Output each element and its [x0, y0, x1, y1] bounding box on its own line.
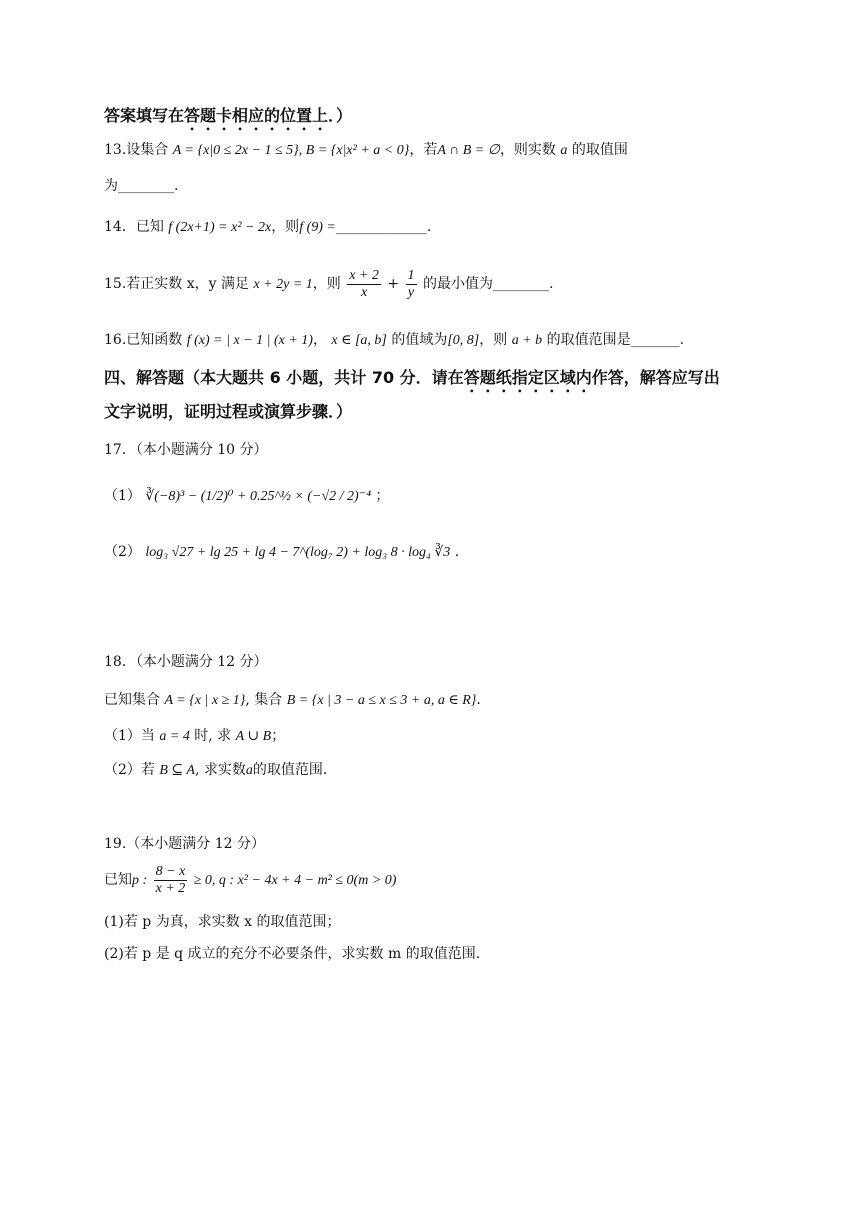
question-19-part-1 — [104, 912, 341, 932]
instruction-prefix: 答案填写在 — [104, 106, 185, 125]
q13-text-b: ，若 — [409, 142, 438, 158]
q18-part1-condition: a = 4 — [159, 729, 190, 744]
q16-sum: a + b — [511, 333, 543, 348]
question-19-part-2 — [104, 944, 480, 964]
q15-text-b: ，则 — [312, 276, 341, 292]
question-18-title — [104, 652, 268, 672]
q18-part1-b: 时, 求 — [194, 728, 232, 744]
q15-text-a: 15.若正实数 x，y 满足 — [104, 276, 249, 292]
q19-stem-b: ≥ 0, q : x² − 4x + 4 − m² ≤ 0(m > 0) — [193, 873, 397, 888]
question-15 — [104, 264, 553, 305]
q15-plus: + — [387, 276, 400, 292]
q19-p-label: p : — [132, 873, 148, 888]
q18-part2-a: （2）若 — [104, 762, 155, 778]
q15-condition: x + 2y = 1 — [253, 277, 313, 292]
q18-part1-a: （1）当 — [104, 728, 155, 744]
question-18-part-2 — [104, 760, 327, 781]
section-4-text-b: 作答，解答应写出 — [591, 368, 720, 387]
question-19-stem — [104, 860, 396, 901]
q13-text-d: 的取值围 — [571, 142, 628, 158]
question-17-part-2 — [104, 542, 459, 563]
q18-set-a: A = {x | x ≥ 1} — [164, 693, 246, 708]
q16-range: [0, 8] — [447, 333, 480, 348]
q18-title: 18．（本小题满分 12 分） — [104, 654, 268, 670]
q16-text-c: 的值域为 — [391, 332, 448, 348]
q16-text-b: ， — [312, 332, 327, 348]
q18-part2-condition: B ⊆ A — [159, 763, 195, 778]
question-19-title — [104, 834, 265, 854]
q13-condition: A ∩ B = ∅ — [437, 143, 500, 158]
question-13-cont — [104, 176, 178, 196]
q19-stem-a: 已知 — [104, 872, 132, 888]
q16-text-d: ，则 — [479, 332, 508, 348]
section-4-text-c: 文字说明，证明过程或演算步骤．） — [104, 402, 353, 421]
q13-text-c: ，则实数 — [499, 142, 556, 158]
section-4-heading-2 — [104, 402, 352, 422]
q19-frac-denominator: x + 2 — [155, 880, 186, 896]
q15-frac1-denominator: x — [360, 284, 368, 300]
section-4-emphasis: 答题纸指定区域内 — [463, 368, 592, 387]
q18-stem-a: 已知集合 — [104, 692, 160, 708]
q15-frac2-denominator: y — [407, 284, 415, 300]
q13-variable: a — [560, 143, 568, 158]
q16-text-a: 16.已知函数 — [104, 332, 183, 348]
q17-part2-expression: log₃ √27 + lg 25 + lg 4 − 7^(log₇ 2) + log₃ 8 · log₄ ∛3 — [145, 545, 451, 560]
q19-fraction — [154, 864, 188, 897]
q14-text-b: ，则 — [271, 219, 300, 235]
section-4-text-a: 四、解答题（本大题共 6 小题，共计 70 分．请在 — [104, 368, 464, 387]
q18-part2-c: 的取值范围. — [252, 762, 328, 778]
q18-set-b: B = {x | 3 − a ≤ x ≤ 3 + a, a ∈ R} — [286, 693, 477, 708]
q15-frac1-numerator: x + 2 — [349, 267, 379, 283]
q14-answer-blank: _____________. — [335, 219, 432, 235]
q17-part2-end: . — [454, 544, 460, 560]
q16-text-e: 的取值范围是_______. — [546, 332, 685, 348]
q14-expression-2: f (9) = — [299, 220, 336, 235]
q15-frac2-numerator: 1 — [407, 267, 415, 283]
q13-text-a: 13.设集合 — [104, 142, 169, 158]
q18-part2-variable: a — [245, 763, 253, 778]
q15-fraction-1 — [347, 268, 381, 301]
q17-part1-end: ； — [375, 488, 390, 504]
question-18-part-1 — [104, 726, 285, 747]
question-17-title — [104, 440, 268, 460]
q19-part2: (2)若 p 是 q 成立的充分不必要条件，求实数 m 的取值范围. — [104, 946, 481, 962]
q13-sets: A = {x|0 ≤ 2x − 1 ≤ 5}, B = {x|x² + a < 0} — [172, 143, 410, 158]
question-14 — [104, 217, 431, 238]
q19-part1: (1)若 p 为真，求实数 x 的取值范围； — [104, 914, 341, 930]
q17-part2-label: （2） — [104, 544, 141, 560]
q19-frac-numerator: 8 − x — [155, 863, 186, 879]
q15-fraction-2 — [406, 268, 417, 301]
q16-domain: x ∈ [a, b] — [331, 333, 387, 348]
q19-title: 19.（本小题满分 12 分） — [104, 836, 265, 852]
q14-text-a: 14．已知 — [104, 219, 164, 235]
q18-part1-expression: A ∪ B — [235, 729, 272, 744]
q18-stem-b: , 集合 — [245, 692, 283, 708]
q18-stem-c: . — [476, 692, 481, 708]
question-17-part-1 — [104, 486, 389, 507]
q17-part1-label: （1） — [104, 488, 141, 504]
q18-part2-b: , 求实数 — [194, 762, 246, 778]
q17-title: 17．（本小题满分 10 分） — [104, 442, 268, 458]
question-13 — [104, 140, 628, 161]
q18-part1-c: ； — [271, 728, 286, 744]
q16-function: f (x) = | x − 1 | (x + 1) — [186, 333, 313, 348]
q13-answer-blank: 为________. — [104, 178, 179, 194]
q14-expression: f (2x+1) = x² − 2x — [168, 220, 272, 235]
question-18-stem — [104, 690, 481, 711]
q17-part1-expression: ∛(−8)³ − (1/2)⁰ + 0.25^½ × (−√2 / 2)⁻⁴ — [145, 489, 371, 504]
answer-instruction — [104, 106, 352, 134]
section-4-heading — [104, 368, 720, 396]
q15-text-c: 的最小值为________. — [422, 276, 554, 292]
question-16 — [104, 330, 684, 351]
instruction-emphasis: 答题卡相应的位置上 — [184, 106, 329, 125]
instruction-suffix: ．） — [328, 106, 353, 125]
